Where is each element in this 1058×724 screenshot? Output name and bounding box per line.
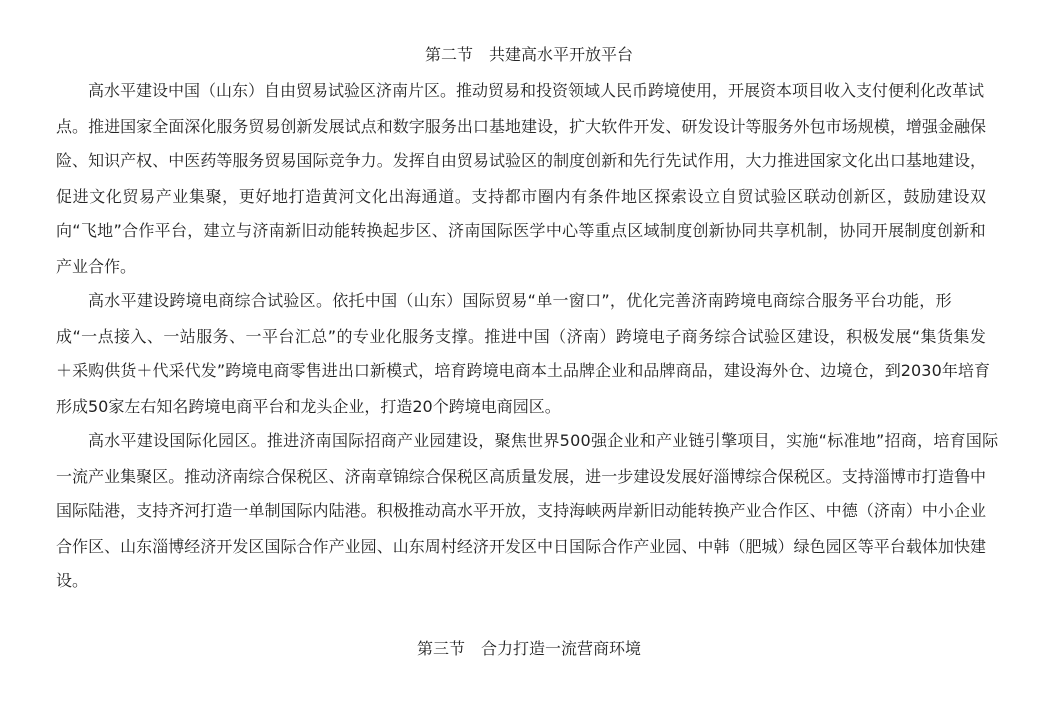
paragraph-2-line-1: 高水平建设跨境电商综合试验区。依托中国（山东）国际贸易“单一窗口”，优化完善济南跨境电商综合服务平台功能，形 bbox=[88, 291, 952, 310]
section-2-heading: 第二节 共建高水平开放平台 bbox=[424, 45, 633, 64]
section-3-heading: 第三节 合力打造一流营商环境 bbox=[416, 639, 641, 658]
paragraph-1-line-4: 促进文化贸易产业集聚，更好地打造黄河文化出海通道。支持都市圈内有条件地区探索设立自贸试验区联动创新区，鼓励建设双 bbox=[56, 187, 987, 206]
paragraph-3-line-5: 设。 bbox=[56, 571, 89, 590]
paragraph-1-line-1: 高水平建设中国（山东）自由贸易试验区济南片区。推动贸易和投资领域人民币跨境使用，开展资本项目收入支付便利化改革试 bbox=[88, 81, 985, 100]
paragraph-2-line-2: 成“一点接入、一站服务、一平台汇总”的专业化服务支撑。推进中国（济南）跨境电子商务综合试验区建设，积极发展“集货集发 bbox=[56, 327, 987, 346]
paragraph-1-line-6: 产业合作。 bbox=[56, 257, 137, 276]
paragraph-3-line-1: 高水平建设国际化园区。推进济南国际招商产业园建设，聚焦世界500强企业和产业链引擎项目，实施“标准地”招商，培育国际 bbox=[88, 431, 999, 450]
paragraph-2-line-3: ＋采购供货＋代采代发”跨境电商零售进出口新模式，培育跨境电商本土品牌企业和品牌商品，建设海外仓、边境仓，到2030年培育 bbox=[56, 361, 991, 380]
paragraph-3-line-4: 合作区、山东淄博经济开发区国际合作产业园、山东周村经济开发区中日国际合作产业园、中韩（肥城）绿色园区等平台载体加快建 bbox=[56, 537, 987, 556]
paragraph-3-line-3: 国际陆港，支持齐河打造一单制国际内陆港。积极推动高水平开放，支持海峡两岸新旧动能转换产业合作区、中德（济南）中小企业 bbox=[56, 501, 987, 520]
paragraph-1-line-2: 点。推进国家全面深化服务贸易创新发展试点和数字服务出口基地建设，扩大软件开发、研发设计等服务外包市场规模，增强金融保 bbox=[56, 117, 987, 136]
paragraph-3-line-2: 一流产业集聚区。推动济南综合保税区、济南章锦综合保税区高质量发展，进一步建设发展好淄博综合保税区。支持淄博市打造鲁中 bbox=[56, 467, 987, 486]
paragraph-1-line-3: 险、知识产权、中医药等服务贸易国际竞争力。发挥自由贸易试验区的制度创新和先行先试作用，大力推进国家文化出口基地建设， bbox=[56, 151, 987, 170]
paragraph-1-line-5: 向“飞地”合作平台，建立与济南新旧动能转换起步区、济南国际医学中心等重点区域制度创新协同共享机制，协同开展制度创新和 bbox=[56, 221, 986, 240]
paragraph-2-line-4: 形成50家左右知名跨境电商平台和龙头企业，打造20个跨境电商园区。 bbox=[56, 397, 561, 416]
